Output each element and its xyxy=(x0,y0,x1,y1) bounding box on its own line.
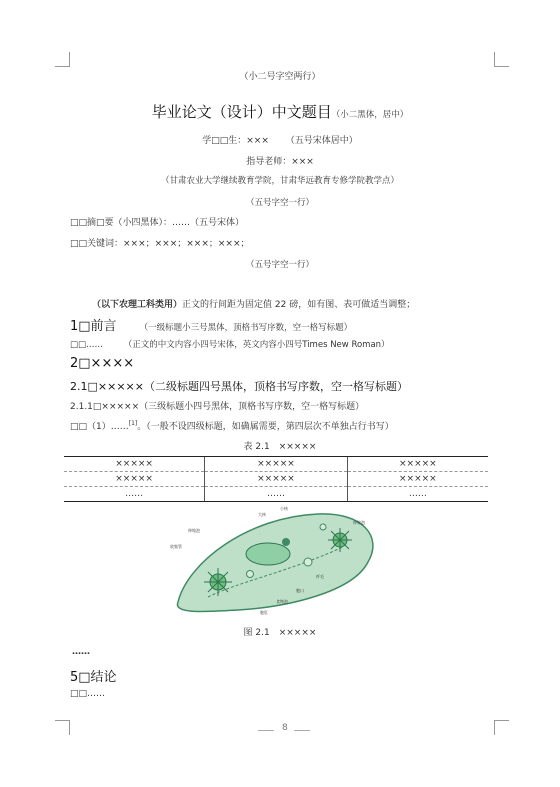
body-intro-bold: （以下农理工科类用） xyxy=(92,300,183,310)
student-line xyxy=(0,133,560,146)
figure-label: 收集管 xyxy=(170,544,182,549)
section-1-body-note: （正文的中文内容小四号宋体，英文内容小四号Times New Roman） xyxy=(123,340,390,350)
table-cell: …… xyxy=(347,487,488,502)
title-text: 毕业论文（设计）中文题目 xyxy=(151,103,332,121)
table-cell: ××××× xyxy=(205,457,348,472)
table-cell: ××××× xyxy=(64,472,205,487)
section-2-1-heading: 2.1□×××××（二级标题四号黑体，顶格书写序数，空一格写标题） xyxy=(70,380,408,393)
figure-label: 胞肛 xyxy=(260,610,268,615)
table-cell: ××××× xyxy=(347,457,488,472)
blank-line-note-1: （五号字空一行） xyxy=(245,198,314,208)
body-intro-text: 正文的行间距为固定值 22 磅，如有图、表可做适当调整； xyxy=(182,300,416,310)
blank-line-note-2: （五号字空一行） xyxy=(245,260,314,270)
thesis-title xyxy=(0,101,560,122)
table-cell: ××××× xyxy=(347,472,488,487)
figure-label: 食物泡 xyxy=(276,599,288,604)
affiliation-line: （甘肃农业大学继续教育学院，甘肃华远教育专修学院教学点） xyxy=(160,176,399,186)
section-1-title: 1□前言 xyxy=(70,319,117,334)
citation-mark: [1] xyxy=(128,420,138,427)
food-vacuole xyxy=(320,524,326,530)
section-1-note: （一级标题小三号黑体，顶格书写序数，空一格写标题） xyxy=(139,323,353,333)
table-cell: ××××× xyxy=(64,457,205,472)
title-note: （小二黑体，居中） xyxy=(331,110,409,120)
section-2-heading: 2□×××× xyxy=(70,356,135,371)
footer-rule-left xyxy=(258,730,274,731)
ellipsis-line: …… xyxy=(72,647,90,657)
section-1-heading xyxy=(70,315,352,334)
table-cell: ××××× xyxy=(205,472,348,487)
section-2-1-1-heading: 2.1.1□×××××（三级标题小四号黑体，顶格书写序数，空一格写标题） xyxy=(70,402,365,412)
abstract-line: □□摘□要（小四黑体）：……（五号宋体） xyxy=(70,218,245,228)
section-5-body: □□…… xyxy=(70,689,106,699)
table-row xyxy=(64,457,488,472)
table-cell: …… xyxy=(205,487,348,502)
crop-mark-top-left xyxy=(55,52,70,67)
section-1-body xyxy=(70,338,390,350)
figure-label: 小核 xyxy=(280,506,288,511)
keywords-line: □□关键词：×××；×××；×××；×××； xyxy=(70,239,250,249)
advisor-line: 指导老师：××× xyxy=(246,157,314,167)
table-row xyxy=(64,487,488,502)
food-vacuole xyxy=(247,571,254,578)
list-item-1 xyxy=(70,419,394,432)
student-label: 学□□生：××× xyxy=(202,136,269,146)
contractile-vacuole-left xyxy=(204,568,232,596)
macronucleus xyxy=(246,543,290,565)
body-intro xyxy=(92,297,415,310)
food-vacuole xyxy=(304,558,312,566)
figure-caption: 图 2.1 ××××× xyxy=(243,628,317,638)
data-table xyxy=(64,456,488,502)
table-caption: 表 2.1 ××××× xyxy=(243,442,317,452)
crop-mark-bottom-left xyxy=(55,720,70,735)
table-cell: …… xyxy=(64,487,205,502)
footer-rule-right xyxy=(294,730,310,731)
figure-label: 胞口 xyxy=(296,588,304,593)
student-note: （五号宋体居中） xyxy=(285,136,358,146)
crop-mark-top-right xyxy=(494,52,509,67)
paramecium-figure xyxy=(168,502,388,622)
figure-label: 伸缩泡 xyxy=(353,520,365,525)
section-1-body-text: □□…… xyxy=(70,340,104,350)
page-number: 8 xyxy=(282,723,288,733)
header-note: （小二号字空两行） xyxy=(239,72,321,82)
contractile-vacuole-right xyxy=(328,528,352,552)
figure-label: 伸缩泡 xyxy=(188,528,200,533)
figure-label: 纤毛 xyxy=(316,574,324,579)
micronucleus xyxy=(282,538,290,546)
list-item-text: □□（1）…… xyxy=(70,422,129,432)
list-item-rest: 。（一般不设四级标题，如确属需要，第四层次不单独占行书写） xyxy=(137,422,394,432)
figure-label: 大核 xyxy=(258,512,266,517)
table-row xyxy=(64,472,488,487)
crop-mark-bottom-right xyxy=(494,720,509,735)
section-5-heading: 5□结论 xyxy=(70,670,117,685)
